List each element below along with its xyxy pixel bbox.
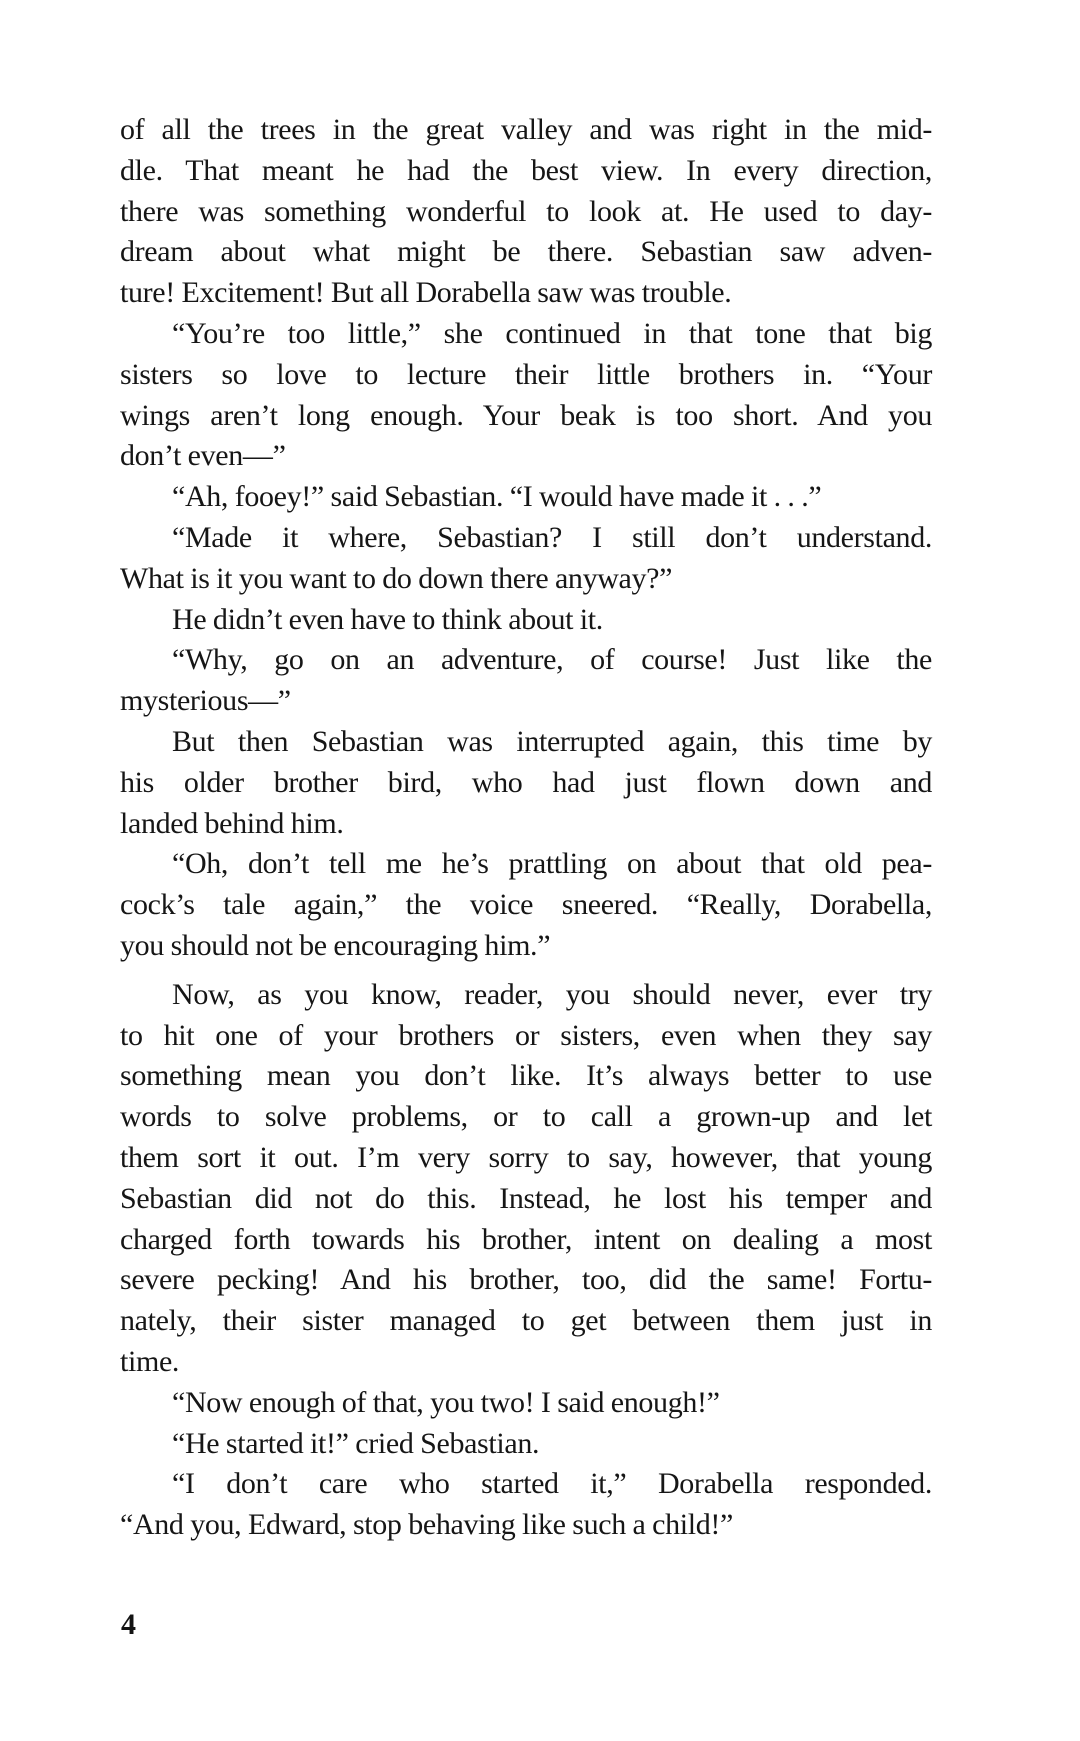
text-line: He didn’t even have to think about it. bbox=[172, 602, 603, 636]
text-line: you should not be encouraging him.” bbox=[120, 928, 551, 962]
page-text bbox=[120, 110, 932, 1546]
text-line: “Ah, fooey!” said Sebastian. “I would have made it . . .” bbox=[172, 480, 822, 514]
text-line: his older brother bird, who had just flown down and bbox=[120, 765, 932, 799]
text-line: to hit one of your brothers or sisters, even when they say bbox=[120, 1018, 932, 1052]
text-line: “And you, Edward, stop behaving like such a child!” bbox=[120, 1508, 733, 1542]
text-line: ture! Excitement! But all Dorabella saw was trouble. bbox=[120, 276, 732, 310]
paragraph bbox=[120, 722, 932, 844]
text-line: words to solve problems, or to call a grown-up and let bbox=[120, 1100, 932, 1134]
text-line: “I don’t care who started it,” Dorabella responded. bbox=[172, 1467, 932, 1501]
paragraph bbox=[120, 844, 932, 966]
text-line: wings aren’t long enough. Your beak is too short. And you bbox=[120, 398, 932, 432]
text-line: What is it you want to do down there anyway?” bbox=[120, 561, 673, 595]
paragraph bbox=[120, 314, 932, 477]
text-line: them sort it out. I’m very sorry to say, however, that young bbox=[120, 1140, 932, 1174]
text-line: “You’re too little,” she continued in that tone that big bbox=[172, 316, 932, 350]
paragraph bbox=[120, 600, 932, 641]
text-line: something mean you don’t like. It’s always better to use bbox=[120, 1059, 932, 1093]
text-line: time. bbox=[120, 1344, 180, 1378]
text-line: “Made it where, Sebastian? I still don’t understand. bbox=[172, 520, 932, 554]
text-line: “Now enough of that, you two! I said enough!” bbox=[172, 1385, 720, 1419]
text-line: charged forth towards his brother, intent on dealing a most bbox=[120, 1222, 932, 1256]
text-line: “Oh, don’t tell me he’s prattling on about that old pea- bbox=[172, 847, 932, 881]
text-line: dream about what might be there. Sebastian saw adven- bbox=[120, 235, 932, 269]
paragraph bbox=[120, 110, 932, 314]
text-line: “Why, go on an adventure, of course! Just like the bbox=[172, 643, 932, 677]
text-line: sisters so love to lecture their little brothers in. “Your bbox=[120, 357, 932, 391]
paragraph bbox=[120, 518, 932, 600]
text-line: there was something wonderful to look at. He used to day- bbox=[120, 194, 932, 228]
text-line: dle. That meant he had the best view. In every direction, bbox=[120, 153, 932, 187]
text-line: severe pecking! And his brother, too, did the same! Fortu- bbox=[120, 1263, 932, 1297]
text-line: don’t even—” bbox=[120, 439, 286, 473]
text-line: landed behind him. bbox=[120, 806, 344, 840]
page-number: 4 bbox=[121, 1608, 136, 1641]
paragraph bbox=[120, 975, 932, 1383]
text-line: of all the trees in the great valley and was right in the mid- bbox=[120, 113, 932, 146]
text-line: But then Sebastian was interrupted again, this time by bbox=[172, 724, 932, 758]
text-line: mysterious—” bbox=[120, 684, 291, 718]
paragraph bbox=[120, 1383, 932, 1546]
text-line: Sebastian did not do this. Instead, he lost his temper and bbox=[120, 1181, 932, 1215]
text-line: “He started it!” cried Sebastian. bbox=[172, 1426, 540, 1460]
text-line: Now, as you know, reader, you should never, ever try bbox=[172, 977, 932, 1011]
text-line: nately, their sister managed to get between them just in bbox=[120, 1304, 932, 1338]
paragraph bbox=[120, 640, 932, 722]
paragraph bbox=[120, 477, 932, 518]
text-line: cock’s tale again,” the voice sneered. “Really, Dorabella, bbox=[120, 888, 932, 922]
